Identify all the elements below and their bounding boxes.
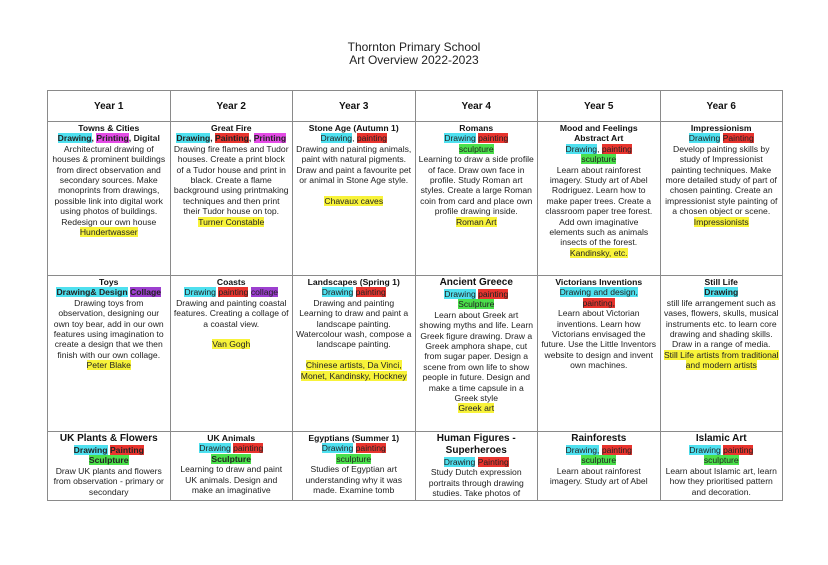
document-subtitle: Art Overview 2022-2023	[349, 53, 479, 67]
topic-description: Learn about rainforest imagery. Study art of Abel	[549, 465, 648, 487]
header-year-5: Year 5	[538, 91, 661, 122]
media-tag: Drawing	[320, 133, 353, 144]
topic-title: Romans	[459, 123, 494, 133]
media-tag: Sculpture	[458, 299, 495, 310]
media-tag: Drawing& Design	[56, 287, 128, 298]
media-line	[664, 455, 780, 465]
topic-title: Toys	[99, 277, 119, 287]
topic-description: Studies of Egyptian art understanding why it was made. Examine tomb	[305, 464, 402, 496]
topic-description: Develop painting skills by study of Impressionist painting techniques. Make more detailed study of part of chosen painting. Create an impressionist style painting of a chosen object or scene.	[665, 143, 778, 217]
media-tag: Drawing,	[565, 445, 600, 455]
media-line	[419, 133, 535, 143]
artist-label: Chavaux caves	[324, 195, 384, 206]
cell-year2-summer	[170, 432, 293, 501]
media-tag: Drawing	[565, 143, 598, 154]
topic-description: Drawing toys from observation, designing our own toy bear, add in our own features using imagination to create a design that we then finish with our own collage.	[53, 297, 164, 360]
artist-label: Chinese artists, Da Vinci, Monet, Kandinsky, Hockney	[300, 360, 407, 381]
media-tag: painting	[723, 445, 754, 455]
media-line	[419, 144, 535, 154]
media-tag: Drawing	[73, 445, 108, 455]
topic-title: Rainforests	[571, 433, 627, 444]
media-tag: painting	[355, 287, 386, 298]
media-tag: painting	[601, 143, 632, 154]
media-tag: Painting	[215, 133, 249, 144]
media-tag: Drawing	[321, 443, 354, 454]
media-tag: Sculpture	[211, 453, 252, 464]
topic-description: Architectural drawing of houses & prominent buildings from direct observation and secondary sources. Make monoprints from drawings, possible link into digital work using photos of buildings. Redesign our own house	[52, 143, 166, 227]
topic-description: Drawing and painting Learning to draw and paint a landscape painting. Watercolour wash, compose a landscape painting.	[296, 297, 412, 350]
media-line	[664, 287, 780, 297]
media-tag: painting	[601, 445, 632, 455]
media-line: Drawing, Printing, Digital	[57, 133, 160, 144]
media-tag: painting	[356, 133, 387, 144]
media-tag: painting	[218, 287, 249, 298]
media-tag: Drawing	[688, 133, 721, 144]
cell-year6-summer	[660, 432, 783, 501]
topic-title: Coasts	[216, 277, 246, 287]
media-line	[419, 457, 535, 467]
topic-title: Victorians Inventions	[555, 277, 643, 287]
media-tag: painting	[478, 289, 509, 299]
header-row	[48, 91, 783, 122]
media-line	[174, 287, 290, 297]
media-line	[419, 299, 535, 309]
media-tag: painting	[233, 443, 264, 454]
topic-description: still life arrangement such as vases, flowers, skulls, musical instruments etc. to learn core drawing and shading skills. Draw in a range of media.	[663, 297, 779, 350]
media-tag: Collage	[130, 287, 162, 298]
cell-year5-spring	[538, 276, 661, 432]
media-tag: Drawing	[176, 133, 211, 144]
media-tag: Sculpture	[88, 455, 129, 466]
topic-title: Towns & Cities	[78, 123, 140, 133]
media-line	[51, 445, 167, 455]
media-line	[174, 443, 290, 453]
media-tag: Drawing	[689, 445, 721, 455]
media-line	[541, 455, 657, 465]
artist-label: Kandinsky, etc.	[569, 247, 628, 258]
cell-year4-summer	[415, 432, 538, 501]
topic-description: Draw UK plants and flowers from observation - primary or secondary	[53, 465, 164, 497]
media-tag: Painting	[722, 133, 754, 144]
school-name: Thornton Primary School	[347, 40, 481, 54]
media-tag: Drawing	[57, 133, 92, 144]
artist-label: Peter Blake	[86, 360, 131, 371]
media-line	[664, 133, 780, 143]
table-row	[48, 276, 783, 432]
topic-description: Learn about Islamic art, learn how they prioritised pattern and decoration.	[665, 465, 777, 497]
media-tag: Drawing	[199, 443, 231, 454]
media-tag: Drawing	[444, 289, 476, 299]
topic-description: Study Dutch expression portraits through drawing studies. Take photos of	[428, 467, 524, 499]
media-tag: Drawing	[704, 287, 739, 298]
topic-title: UK Animals	[207, 433, 256, 443]
topic-title: Impressionism	[690, 123, 752, 133]
media-tag: Drawing	[184, 287, 216, 298]
cell-year6-autumn	[660, 122, 783, 276]
topic-title: Stone Age (Autumn 1)	[308, 123, 399, 133]
topic-title: Human Figures - Superheroes	[436, 433, 516, 456]
media-tag: sculpture	[581, 455, 617, 466]
cell-year3-summer	[293, 432, 416, 501]
artist-label: Turner Constable	[198, 216, 265, 227]
media-line	[296, 287, 412, 297]
topic-title: Egyptians (Summer 1)	[308, 433, 400, 443]
cell-year1-summer	[48, 432, 171, 501]
media-tag: sculpture	[703, 455, 739, 466]
topic-description: Drawing fire flames and Tudor houses. Create a print block of a Tudor house and print in black. Create a flame background using printmaking techniques and then print their Tudor house on top.	[173, 143, 289, 217]
artist-label: Van Gogh	[212, 339, 251, 350]
artist-label: Roman Art	[455, 216, 497, 227]
media-tag: painting	[355, 443, 386, 454]
topic-title: Mood and Feelings	[559, 123, 638, 133]
topic-description: Learn about rainforest imagery. Study art of Abel Rodriguez. Learn how to make paper trees. Create a classroom paper tree forest. Add own imaginative elements such as animals insects of the forest.	[545, 164, 653, 248]
media-line	[51, 287, 167, 297]
header-year-1: Year 1	[48, 91, 171, 122]
media-line	[541, 298, 657, 308]
media-line	[296, 443, 412, 453]
topic-description: Learn about Greek art showing myths and life. Learn Greek figure drawing. Draw a Greek amphora shape, cut from sugar paper. Design a scene from own life to show people in future. Design and make a time capsule in a Greek style	[419, 309, 534, 404]
cell-year2-autumn	[170, 122, 293, 276]
media-tag: Painting	[109, 445, 144, 455]
media-line	[541, 287, 657, 297]
media-line	[541, 445, 657, 455]
media-line: Drawing, painting	[320, 133, 387, 144]
media-tag: Painting	[477, 457, 509, 467]
media-line	[51, 455, 167, 465]
media-tag: Printing	[253, 133, 287, 144]
media-line: Drawing, Painting, Printing	[176, 133, 287, 144]
media-tag: Printing	[96, 133, 129, 144]
header-year-3: Year 3	[293, 91, 416, 122]
topic-title: Great Fire	[210, 123, 252, 133]
media-tag: Drawing	[321, 287, 354, 298]
cell-year2-spring	[170, 276, 293, 432]
media-tag: sculpture	[458, 143, 494, 154]
cell-year4-spring	[415, 276, 538, 432]
media-tag: painting	[478, 133, 509, 144]
artist-label: Hundertwasser	[79, 227, 138, 238]
media-line	[541, 154, 657, 164]
media-line	[174, 454, 290, 464]
table-row	[48, 122, 783, 276]
topic-description: Drawing and painting coastal features. Creating a collage of a coastal view.	[173, 297, 289, 329]
media-tag: Drawing	[443, 457, 476, 467]
artist-label: Impressionists	[693, 216, 749, 227]
cell-year5-summer	[538, 432, 661, 501]
cell-year1-spring	[48, 276, 171, 432]
topic-title: Still Life	[704, 277, 738, 287]
media-tag: Drawing and design,	[559, 287, 638, 298]
topic-subtitle: Abstract Art	[574, 133, 624, 144]
cell-year4-autumn	[415, 122, 538, 276]
media-line	[296, 454, 412, 464]
topic-title: UK Plants & Flowers	[59, 433, 158, 444]
media-line	[419, 289, 535, 299]
artist-label: Still Life artists from traditional and modern artists	[663, 349, 779, 371]
header-year-2: Year 2	[170, 91, 293, 122]
media-tag: painting,	[582, 297, 615, 308]
topic-description: Learning to draw a side profile of face. Draw own face in profile. Study Roman art styles. Create a large Roman coin from card and place own profile drawing inside.	[418, 154, 534, 217]
media-line	[664, 445, 780, 455]
topic-description: Learning to draw and paint UK animals. Design and make an imaginative	[180, 464, 283, 496]
cell-year1-autumn	[48, 122, 171, 276]
media-tag: Drawing	[444, 133, 476, 144]
media-line: Drawing, painting	[565, 143, 632, 154]
media-tag: sculpture	[581, 154, 617, 165]
topic-title: Ancient Greece	[439, 277, 513, 288]
cell-year3-spring	[293, 276, 416, 432]
table-row	[48, 432, 783, 501]
cell-year3-autumn	[293, 122, 416, 276]
media-tag: Digital	[133, 133, 160, 144]
header-year-4: Year 4	[415, 91, 538, 122]
art-overview-table	[47, 90, 783, 501]
topic-title: Landscapes (Spring 1)	[307, 277, 400, 287]
cell-year6-spring	[660, 276, 783, 432]
artist-label: Greek art	[458, 403, 495, 414]
topic-description: Drawing and painting animals, paint with natural pigments. Draw and paint a favourite pet or animal in Stone Age style.	[296, 143, 412, 186]
topic-description: Learn about Victorian inventions. Learn how Victorians envisaged the future. Use the Little Inventors website to design and invent own machines.	[541, 308, 657, 371]
media-tag: sculpture	[336, 453, 372, 464]
cell-year5-autumn	[538, 122, 661, 276]
header-year-6: Year 6	[660, 91, 783, 122]
media-tag: collage	[250, 287, 279, 298]
topic-title: Islamic Art	[695, 433, 747, 444]
